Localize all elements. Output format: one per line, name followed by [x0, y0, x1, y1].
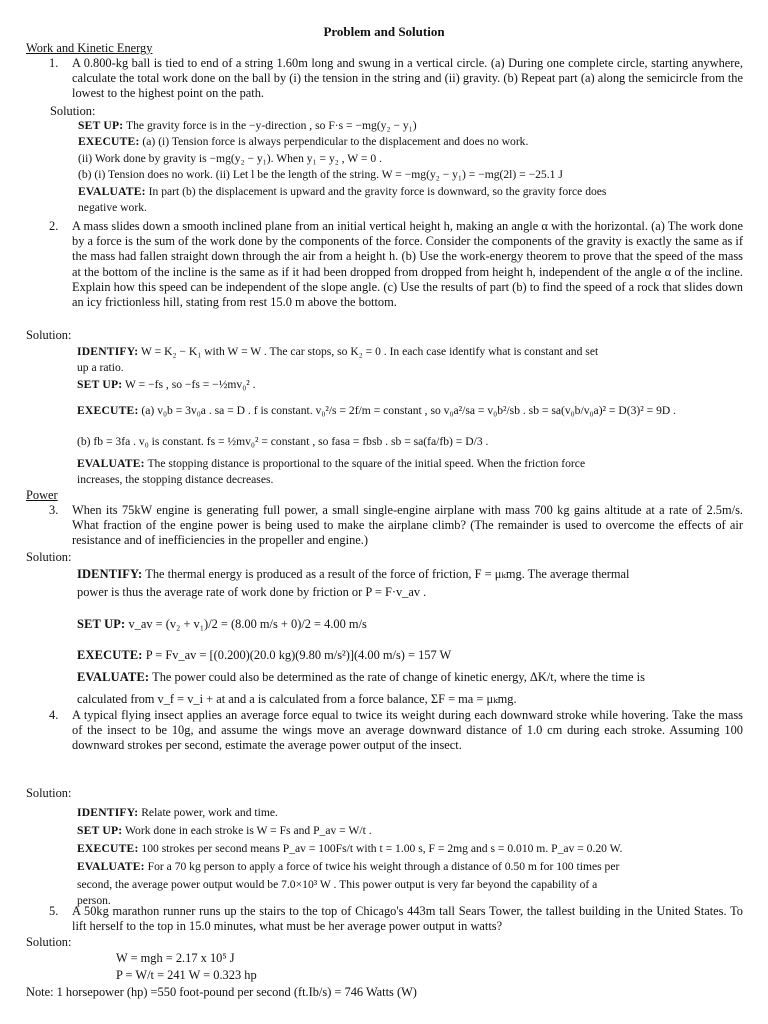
solution-label-1: Solution: — [50, 104, 96, 118]
solution-line: negative work. — [78, 201, 147, 215]
solution-line: (ii) Work done by gravity is −mg(y₂ − y₁). When y₁ = y₂ , W = 0 . — [78, 151, 382, 165]
solution-line: IDENTIFY: W = K₂ − K₁ with W = W . The car stops, so K₂ = 0 . In each case identify what is constant and set — [77, 345, 599, 358]
page-title: Problem and Solution — [323, 24, 445, 39]
solution-line: calculated from v_f = v_i + at and a is calculated from a force balance, ΣF = ma = μₖmg. — [77, 691, 517, 706]
solution-line: IDENTIFY: The thermal energy is produced as a result of the force of friction, F = μₖmg. The average thermal — [77, 567, 630, 581]
solution-line: EXECUTE: P = Fv_av = [(0.200)(20.0 kg)(9.80 m/s²)](4.00 m/s) = 157 W — [77, 648, 452, 663]
solution-line: EXECUTE: 100 strokes per second means P_av = 100Fs/t with t = 1.00 s, F = 2mg and s = 0.010 m. P_av = 0.20 W. — [77, 842, 623, 855]
solution-4 — [77, 804, 622, 907]
problem-text: A mass slides down a smooth inclined plane from an initial vertical height h, making an angle α with the horizontal. (a) The work done by a force is the sum of the work done by the components of the force. Consider the components of the gravity is exactly the same as if the mass had fallen straight down through the air from a height h. (b) Use the work-energy theorem to prove that the speed of the mass at the bottom of the incline is the same as if it had been dropped from dropped from height h, independent of the angle α of the incline. Explain how this speed can be independent of the slope angle. (c) Use the results of part (b) to find the speed of a rock that slides down an icy frictionless hill, stating from rest 15.0 m above the bottom. — [72, 219, 743, 310]
problem-2 — [49, 219, 743, 310]
problem-3 — [49, 503, 743, 549]
solution-line: (b) (i) Tension does no work. (ii) Let l be the length of the string. W = −mg(y₂ − y₁) = −mg(2l) = −25.1 J — [78, 168, 563, 182]
solution-line: SET UP: The gravity force is in the −y-direction , so F·s = −mg(y₂ − y₁) — [78, 119, 417, 132]
problem-text: When its 75kW engine is generating full power, a small single-engine airplane with mass 700 kg gains altitude at a rate of 2.5m/s. What fraction of the engine power is being used to make the airplane climb? (The remainder is used to overcome the effects of air resistance and of inefficiencies in the propeller and engine.) — [72, 503, 743, 548]
solution-line: EVALUATE: The power could also be determined as the rate of change of kinetic energy, ΔK/t, where the time is — [77, 670, 645, 685]
problem-1 — [49, 56, 743, 102]
solution-5-power: P = W/t = 241 W = 0.323 hp — [116, 968, 257, 982]
solution-2 — [77, 344, 676, 489]
solution-line: up a ratio. — [77, 361, 124, 375]
problem-number: 5. — [49, 904, 59, 918]
problem-text: A typical flying insect applies an average force equal to twice its weight during each downward stroke while hovering. Take the mass of the insect to be 10g, and assume the wings move an average downward distance of 1.0 cm during each stroke. Assuming 100 downward strokes per second, estimate the average power output of the insect. — [72, 708, 743, 753]
solution-line: EVALUATE: The stopping distance is proportional to the square of the initial speed. When the friction force — [77, 457, 586, 471]
section-heading-power: Power — [26, 488, 58, 502]
solution-line: EXECUTE: (a) v₀b = 3v₀a . sa = D . f is constant. v₀²/s = 2f/m = constant , so v₀a²/sa = v₀b²/sb . sb = sa(v₀b/v₀a)² = D(3)² = 9D . — [77, 404, 677, 418]
solution-line: SET UP: W = −fs , so −fs = −½mv₀² . — [77, 377, 256, 391]
solution-line: power is thus the average rate of work done by friction or P = F·v_av . — [77, 584, 427, 599]
problem-4 — [49, 708, 743, 754]
solution-line: EVALUATE: For a 70 kg person to apply a force of twice his weight through a distance of 0.50 m for 100 times per — [77, 860, 620, 873]
solution-3 — [77, 566, 645, 709]
solution-line: SET UP: Work done in each stroke is W = Fs and P_av = W/t . — [77, 824, 372, 837]
solution-label-2: Solution: — [26, 328, 72, 342]
problem-5 — [49, 904, 743, 934]
problem-number: 3. — [49, 503, 59, 517]
solution-label-3: Solution: — [26, 550, 72, 564]
solution-line: EXECUTE: (a) (i) Tension force is always perpendicular to the displacement and does no work. — [78, 135, 529, 149]
solution-line: second, the average power output would be 7.0×10³ W . This power output is very far beyond the capability of a — [77, 878, 598, 891]
problem-text: A 0.800-kg ball is tied to end of a string 1.60m long and swung in a vertical circle. (a) During one complete circle, starting anywhere, calculate the total work done on the ball by (i) the tension in the string and (ii) gravity. (b) Repeat part (a) along the semicircle from the lowest to the highest point on the path. — [72, 56, 743, 101]
problem-number: 4. — [49, 708, 59, 722]
footnote: Note: 1 horsepower (hp) =550 foot-pound per second (ft.Ib/s) = 746 Watts (W) — [26, 985, 417, 999]
problem-number: 1. — [49, 56, 59, 70]
solution-line: IDENTIFY: Relate power, work and time. — [77, 806, 278, 819]
problem-number: 2. — [49, 219, 59, 233]
solution-line: SET UP: v_av = (v₂ + v₁)/2 = (8.00 m/s + 0)/2 = 4.00 m/s — [77, 616, 367, 631]
solution-line: person. — [77, 894, 111, 907]
solution-label-4: Solution: — [26, 786, 72, 800]
problem-text: A 50kg marathon runner runs up the stairs to the top of Chicago's 443m tall Sears Tower, the tallest building in the United States. To lift herself to the top in 15.0 minutes, what must be her average power output in watts? — [72, 904, 743, 934]
solution-line: (b) fb = 3fa . v₀ is constant. fs = ½mv₀² = constant , so fasa = fbsb . sb = sa(fa/fb) = D/3 . — [77, 434, 489, 448]
solution-label-5: Solution: — [26, 935, 72, 949]
section-heading-work: Work and Kinetic Energy — [26, 41, 153, 55]
solution-line: EVALUATE: In part (b) the displacement is upward and the gravity force is downward, so the gravity force does — [78, 184, 607, 198]
solution-line: increases, the stopping distance decreases. — [77, 473, 274, 487]
solution-5-work: W = mgh = 2.17 x 10⁵ J — [116, 951, 235, 965]
solution-1 — [78, 118, 606, 216]
